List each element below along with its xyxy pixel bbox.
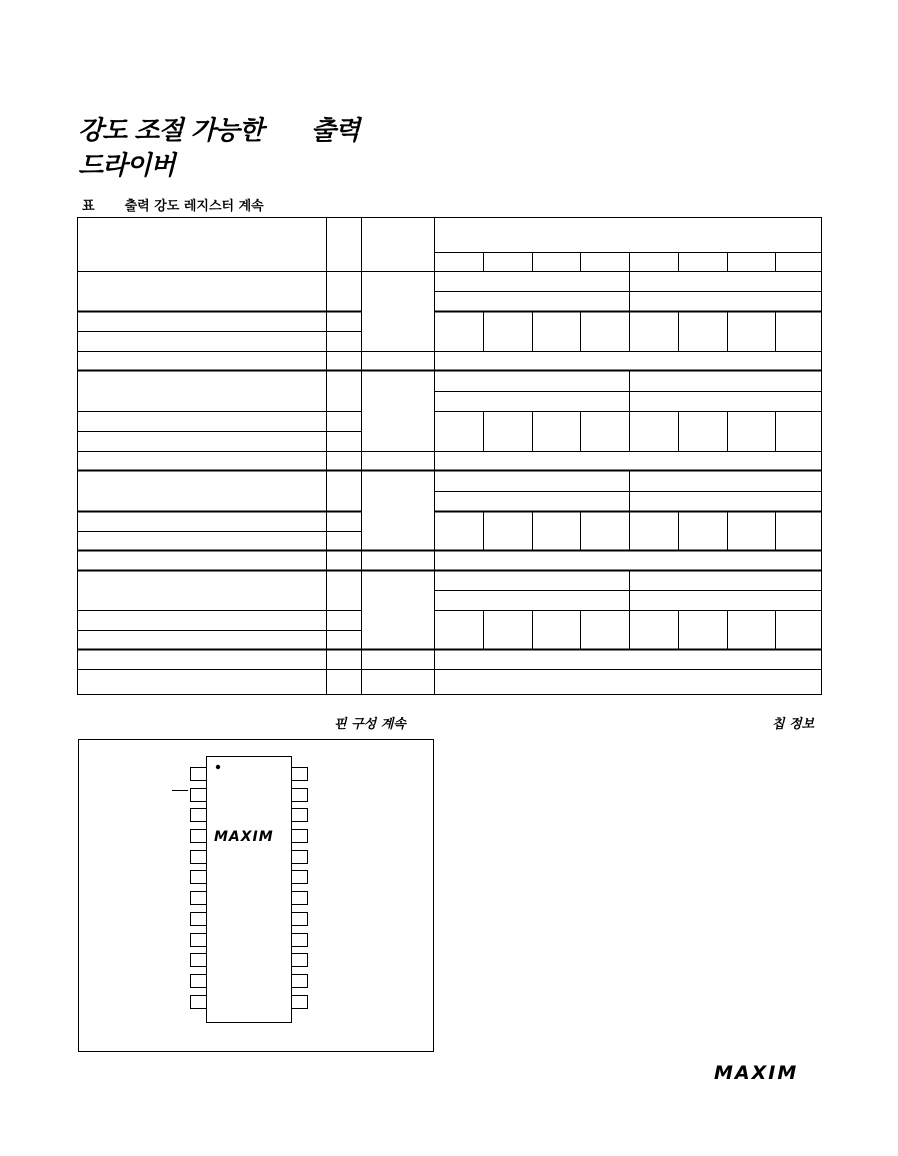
chip-info-caption: 칩 정보: [772, 717, 815, 732]
title-part-b: 출력: [310, 116, 360, 146]
pin-config-caption: 핀 구성 계속: [334, 717, 406, 732]
title-part-a: 강도 조절 가능한: [78, 116, 263, 146]
ic-package: [207, 757, 292, 1023]
page-title-line2: 드라이버: [78, 151, 175, 181]
maxim-logo-chip: MAXIM: [214, 829, 274, 845]
table-caption-prefix: 표: [82, 199, 95, 214]
maxim-logo-footer: MAXIM: [714, 1062, 799, 1084]
table-caption-text: 출력 강도 레지스터 계속: [124, 199, 264, 214]
pin1-indicator: [216, 765, 220, 769]
